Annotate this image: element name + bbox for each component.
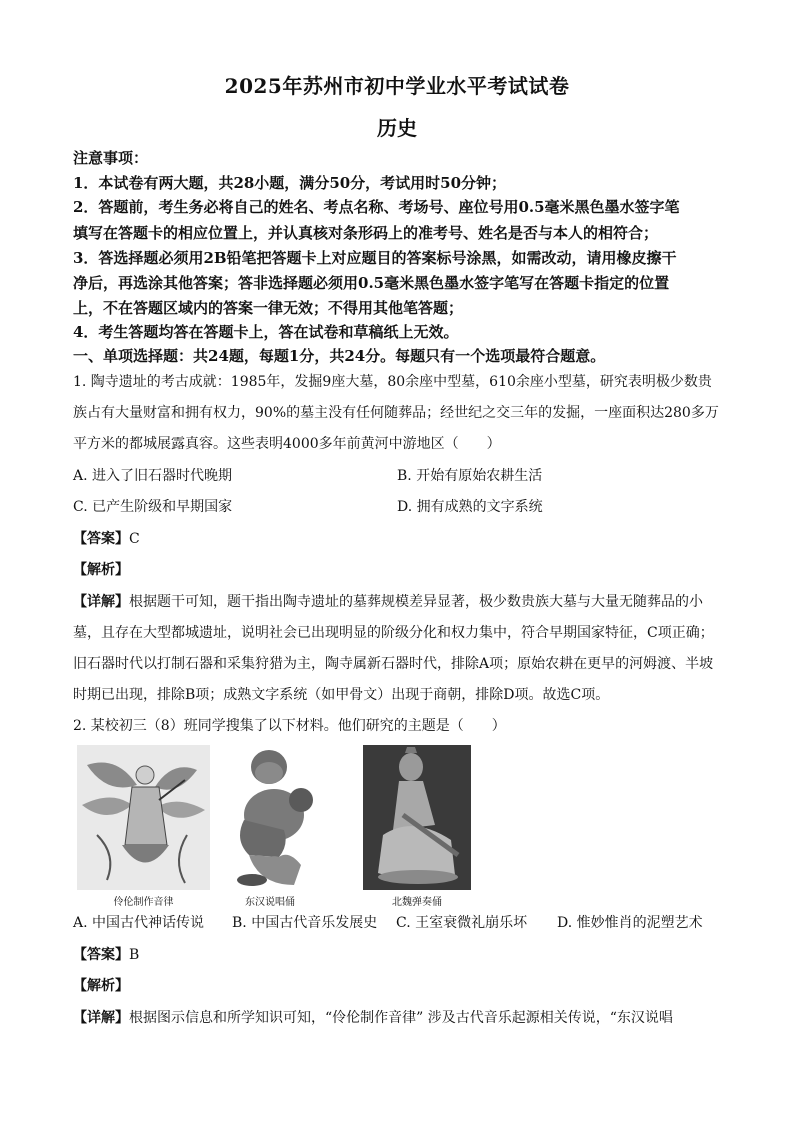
q1-option-c: C. 已产生阶级和早期国家 [73, 499, 233, 515]
figurine-image [363, 745, 471, 890]
q2-stem: 2. 某校初三（8）班同学搜集了以下材料。他们研究的主题是（ ） [73, 718, 506, 734]
figurine-image [219, 745, 321, 890]
answer-value: B [129, 947, 140, 963]
q1-detail-line [73, 590, 723, 614]
answer-label: 【答案】 [73, 947, 129, 963]
q1-detail-line: 墓，且存在大型都城遗址，说明社会已出现明显的阶级分化和权力集中，符合早期国家特征，C项正确； [73, 625, 714, 641]
answer-label: 【答案】 [73, 531, 129, 547]
q2-analysis [73, 974, 723, 998]
q2-option-b: B. 中国古代音乐发展史 [232, 915, 378, 931]
exam-subject: 历史 [377, 116, 417, 140]
q1-stem-line: 1. 陶寺遗址的考古成就：1985年，发掘9座大墓，80余座中型墓，610余座小型墓，研究表明极少数贵 [73, 374, 712, 390]
detail-text: 根据题干可知，题干指出陶寺遗址的墓葬规模差异显著，极少数贵族大墓与大量无随葬品的小 [129, 594, 703, 610]
q2-option-c: C. 王室衰微礼崩乐坏 [396, 915, 528, 931]
q1-option-b: B. 开始有原始农耕生活 [397, 468, 543, 484]
section-heading: 一、单项选择题：共24题，每题1分，共24分。每题只有一个选项最符合题意。 [73, 347, 606, 365]
notice-item: 1．本试卷有两大题，共28小题，满分50分，考试用时50分钟； [73, 174, 507, 192]
q2-figure-caption: 东汉说唱俑 [245, 897, 295, 908]
notice-item: 净后，再选涂其他答案；答非选择题必须用0.5毫米黑色墨水签字笔写在答题卡指定的位置 [73, 274, 670, 292]
detail-label: 【详解】 [73, 594, 129, 610]
q1-stem-line: 平方米的都城展露真容。这些表明4000多年前黄河中游地区（ ） [73, 436, 501, 452]
q1-option-a: A. 进入了旧石器时代晚期 [73, 468, 233, 484]
notice-item: 4．考生答题均答在答题卡上，答在试卷和草稿纸上无效。 [73, 323, 459, 341]
exam-title: 2025年苏州市初中学业水平考试试卷 [224, 74, 570, 98]
q2-figure-musician [363, 745, 471, 890]
q2-figure-caption: 北魏弹奏俑 [392, 897, 442, 908]
q2-figure-caption: 伶伦制作音律 [113, 897, 174, 908]
notice-heading: 注意事项： [73, 149, 149, 167]
detail-label: 【详解】 [73, 1010, 129, 1026]
q2-answer [73, 943, 723, 967]
painting-image [77, 745, 210, 890]
q2-figure-storyteller [219, 745, 321, 890]
q1-answer [73, 527, 723, 551]
notice-item: 3．答选择题必须用2B铅笔把答题卡上对应题目的答案标号涂黑，如需改动，请用橡皮擦干 [73, 249, 677, 267]
analysis-label: 【解析】 [73, 978, 129, 994]
answer-value: C [129, 531, 140, 547]
q1-option-d: D. 拥有成熟的文字系统 [397, 499, 543, 515]
q1-analysis [73, 558, 723, 582]
detail-text: 根据图示信息和所学知识可知，“伶伦制作音律” 涉及古代音乐起源相关传说，“东汉说唱 [129, 1010, 673, 1026]
q1-detail-line: 旧石器时代以打制石器和采集狩猎为主，陶寺属新石器时代，排除A项；原始农耕在更早的河姆渡、半坡 [73, 656, 714, 672]
q2-option-a: A. 中国古代神话传说 [73, 915, 205, 931]
notice-item: 2．答题前，考生务必将自己的姓名、考点名称、考场号、座位号用0.5毫米黑色墨水签字笔 [73, 198, 680, 216]
q2-detail-line [73, 1006, 723, 1030]
q1-stem-line: 族占有大量财富和拥有权力，90%的墓主没有任何随葬品；经世纪之交三年的发掘，一座面积达280多万 [73, 405, 719, 421]
q2-option-d: D. 惟妙惟肖的泥塑艺术 [557, 915, 703, 931]
notice-item: 上，不在答题区域内的答案一律无效；不得用其他笔答题； [73, 299, 464, 317]
q1-detail-line: 时期已出现，排除B项；成熟文字系统（如甲骨文）出现于商朝，排除D项。故选C项。 [73, 687, 610, 703]
notice-item: 填写在答题卡的相应位置上，并认真核对条形码上的准考号、姓名是否与本人的相符合； [73, 224, 659, 242]
analysis-label: 【解析】 [73, 562, 129, 578]
q2-figure-lingLun [77, 745, 210, 890]
